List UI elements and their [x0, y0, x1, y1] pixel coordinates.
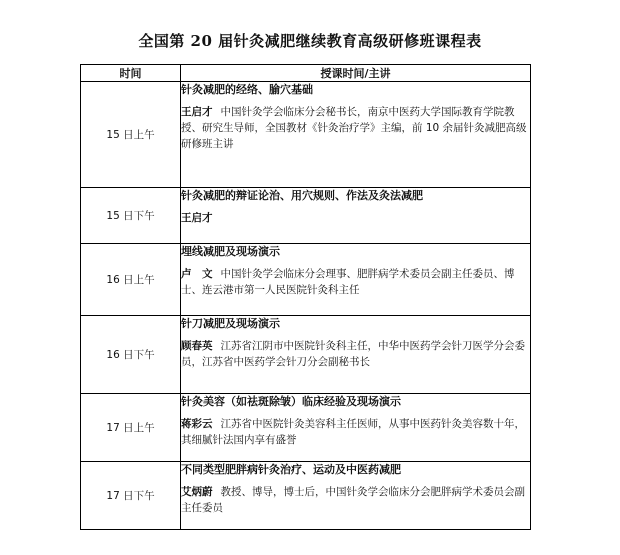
row-time: 15 日下午: [81, 188, 181, 244]
lecturer-info: [181, 210, 530, 226]
course-topic: 针灸美容（如祛斑除皱）临床经验及现场演示: [181, 395, 401, 408]
row-content: [181, 462, 531, 530]
course-topic: 针刀减肥及现场演示: [181, 317, 280, 330]
lecturer-bio: 中国针灸学会临床分会秘书长，南京中医药大学国际教育学院教授、研究生导师，全国教材《针灸治疗学》主编，前 10 余届针灸减肥高级研修班主讲: [181, 106, 527, 150]
table-row: [81, 244, 531, 316]
lecturer-bio: 江苏省江阴市中医院针灸科主任，中华中医药学会针刀医学分会委员，江苏省中医药学会针刀分会副秘书长: [181, 340, 525, 368]
lecturer-name: 顾春英: [181, 340, 213, 352]
page-title: 全国第 20 届针灸减肥继续教育高级研修班课程表: [138, 32, 482, 50]
lecturer-info: [181, 484, 530, 516]
course-topic: 针灸减肥的辩证论治、用穴规则、作法及灸法减肥: [181, 189, 423, 202]
lecturer-name: 蒋彩云: [181, 418, 213, 430]
row-time: 16 日下午: [81, 316, 181, 394]
table-header-row: [81, 65, 531, 82]
lecturer-name: 王启才: [181, 212, 213, 224]
course-topic: 不同类型肥胖病针灸治疗、运动及中医药减肥: [181, 463, 401, 476]
row-content: [181, 394, 531, 462]
course-topic: 埋线减肥及现场演示: [181, 245, 280, 258]
header-content: 授课时间/主讲: [181, 65, 531, 82]
lecturer-name: 卢 文: [181, 268, 213, 280]
lecturer-info: [181, 266, 530, 298]
header-time: 时间: [81, 65, 181, 82]
lecturer-info: [181, 104, 530, 152]
row-content: [181, 188, 531, 244]
lecturer-info: [181, 338, 530, 370]
row-time: 16 日上午: [81, 244, 181, 316]
course-topic: 针灸减肥的经络、腧穴基础: [181, 83, 313, 96]
table-row: [81, 394, 531, 462]
row-time: 17 日下午: [81, 462, 181, 530]
row-content: [181, 316, 531, 394]
lecturer-bio: 中国针灸学会临床分会理事、肥胖病学术委员会副主任委员、博士、连云港市第一人民医院针灸科主任: [181, 268, 515, 296]
row-time: 17 日上午: [81, 394, 181, 462]
table-row: [81, 462, 531, 530]
lecturer-name: 艾炳蔚: [181, 486, 213, 498]
lecturer-bio: 江苏省中医院针灸美容科主任医师，从事中医药针灸美容数十年，其细腻针法国内享有盛誉: [181, 418, 525, 446]
table-row: [81, 316, 531, 394]
row-time: 15 日上午: [81, 82, 181, 188]
row-content: [181, 244, 531, 316]
schedule-table: [80, 64, 531, 530]
table-row: [81, 82, 531, 188]
lecturer-info: [181, 416, 530, 448]
table-row: [81, 188, 531, 244]
lecturer-name: 王启才: [181, 106, 213, 118]
lecturer-bio: 教授、博导，博士后，中国针灸学会临床分会肥胖病学术委员会副主任委员: [181, 486, 525, 514]
row-content: [181, 82, 531, 188]
